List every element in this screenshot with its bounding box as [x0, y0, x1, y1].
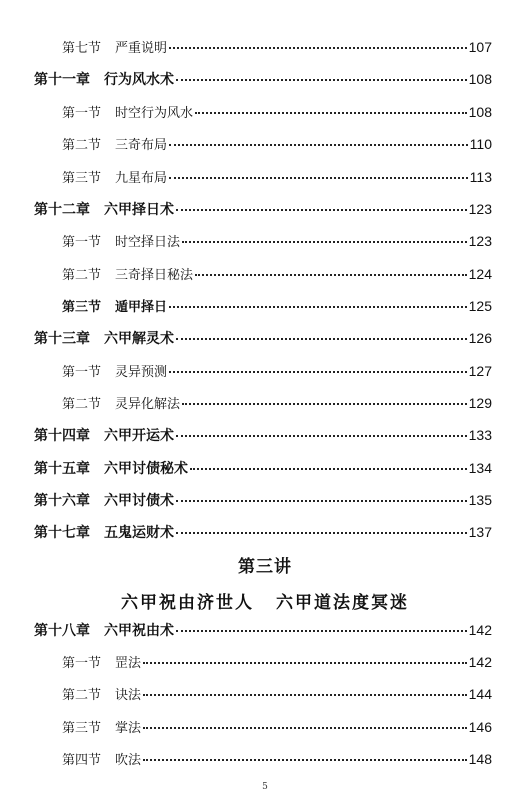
- entry-title: 三奇布局: [115, 138, 168, 153]
- entry-number: 第一节: [62, 656, 102, 671]
- dot-leader: [176, 630, 467, 632]
- dot-leader: [190, 468, 467, 470]
- lecture-label: 第三讲: [238, 557, 292, 577]
- entry-page: 123: [468, 233, 492, 249]
- lecture-title: [0, 588, 530, 613]
- entry-number: 第十六章: [34, 493, 90, 509]
- entry-page: 110: [469, 136, 492, 152]
- entry-title: 六甲讨债秘术: [104, 461, 188, 477]
- dot-leader: [176, 435, 467, 437]
- entry-title: 时空择日法: [115, 235, 181, 250]
- dot-leader: [169, 47, 467, 49]
- entry-page: 142: [468, 654, 492, 670]
- dot-leader: [182, 241, 467, 243]
- entry-number: 第二节: [62, 397, 102, 412]
- toc-entry: [62, 717, 492, 737]
- entry-page: 123: [468, 201, 492, 217]
- entry-number: 第十五章: [34, 461, 90, 477]
- entry-page: 133: [468, 427, 492, 443]
- toc-chapter-entry: [34, 425, 492, 445]
- entry-number: 第一节: [62, 106, 102, 121]
- entry-number: 第十一章: [34, 72, 90, 88]
- toc-entry: [62, 684, 492, 704]
- toc-entry: [62, 102, 492, 122]
- entry-number: 第三节: [62, 171, 102, 186]
- entry-number: 第十七章: [34, 525, 90, 541]
- toc-chapter-entry: [34, 328, 492, 348]
- entry-page: 126: [468, 330, 492, 346]
- entry-title: 吹法: [115, 753, 142, 768]
- entry-page: 135: [468, 492, 492, 508]
- entry-number: 第四节: [62, 753, 102, 768]
- toc-entry: [62, 652, 492, 672]
- toc-chapter-entry: [34, 458, 492, 478]
- entry-page: 148: [468, 751, 492, 767]
- toc-chapter-entry: [34, 620, 492, 640]
- entry-page: 144: [468, 686, 492, 702]
- dot-leader: [176, 532, 467, 534]
- entry-title: 灵异预测: [115, 365, 168, 380]
- dot-leader: [143, 759, 467, 761]
- toc-chapter-entry: [34, 522, 492, 542]
- entry-title: 掌法: [115, 721, 142, 736]
- entry-number: 第二节: [62, 688, 102, 703]
- entry-page: 129: [468, 395, 492, 411]
- entry-title: 行为风水术: [104, 72, 174, 88]
- entry-page: 108: [468, 104, 492, 120]
- entry-number: 第一节: [62, 235, 102, 250]
- entry-title: 遁甲择日: [115, 300, 168, 315]
- entry-page: 137: [468, 524, 492, 540]
- entry-number: 第二节: [62, 268, 102, 283]
- entry-title: 六甲解灵术: [104, 331, 174, 347]
- entry-number: 第二节: [62, 138, 102, 153]
- dot-leader: [195, 112, 467, 114]
- entry-number: 第十三章: [34, 331, 90, 347]
- lecture-title-part1: 六甲祝由济世人: [121, 593, 254, 613]
- entry-page: 108: [468, 71, 492, 87]
- toc-entry: [62, 134, 492, 154]
- entry-number: 第十二章: [34, 202, 90, 218]
- dot-leader: [169, 371, 467, 373]
- entry-title: 六甲祝由术: [104, 623, 174, 639]
- dot-leader: [195, 274, 467, 276]
- dot-leader: [176, 79, 467, 81]
- dot-leader: [169, 306, 467, 308]
- dot-leader: [169, 144, 468, 146]
- toc-entry: [62, 361, 492, 381]
- page-number: 5: [262, 782, 268, 792]
- entry-title: 诀法: [115, 688, 142, 703]
- toc-entry: [62, 749, 492, 769]
- entry-page: 142: [468, 622, 492, 638]
- entry-title: 九星布局: [115, 171, 168, 186]
- entry-title: 时空行为风水: [115, 106, 194, 121]
- lecture-title-part2: 六甲道法度冥迷: [276, 593, 409, 613]
- entry-number: 第十八章: [34, 623, 90, 639]
- dot-leader: [169, 177, 468, 179]
- toc-entry: [62, 296, 492, 316]
- entry-page: 107: [468, 39, 492, 55]
- entry-page: 127: [468, 363, 492, 379]
- entry-page: 125: [468, 298, 492, 314]
- entry-title: 三奇择日秘法: [115, 268, 194, 283]
- dot-leader: [176, 500, 467, 502]
- entry-title: 六甲讨债术: [104, 493, 174, 509]
- dot-leader: [143, 662, 467, 664]
- entry-page: 146: [468, 719, 492, 735]
- toc-chapter-entry: [34, 69, 492, 89]
- entry-number: 第十四章: [34, 428, 90, 444]
- dot-leader: [176, 338, 467, 340]
- toc-chapter-entry: [34, 199, 492, 219]
- entry-number: 第三节: [62, 721, 102, 736]
- toc-entry: [62, 37, 492, 57]
- entry-title: 五鬼运财术: [104, 525, 174, 541]
- dot-leader: [143, 727, 467, 729]
- dot-leader: [176, 209, 467, 211]
- dot-leader: [143, 694, 467, 696]
- entry-title: 灵异化解法: [115, 397, 181, 412]
- toc-entry: [62, 167, 492, 187]
- entry-title: 严重说明: [115, 41, 168, 56]
- toc-entry: [62, 231, 492, 251]
- entry-title: 六甲择日术: [104, 202, 174, 218]
- entry-title: 六甲开运术: [104, 428, 174, 444]
- entry-title: 罡法: [115, 656, 142, 671]
- entry-number: 第一节: [62, 365, 102, 380]
- dot-leader: [182, 403, 467, 405]
- entry-page: 113: [469, 169, 492, 185]
- entry-page: 134: [468, 460, 492, 476]
- toc-chapter-entry: [34, 490, 492, 510]
- entry-number: 第三节: [62, 300, 102, 315]
- entry-number: 第七节: [62, 41, 102, 56]
- entry-page: 124: [468, 266, 492, 282]
- toc-entry: [62, 393, 492, 413]
- toc-entry: [62, 264, 492, 284]
